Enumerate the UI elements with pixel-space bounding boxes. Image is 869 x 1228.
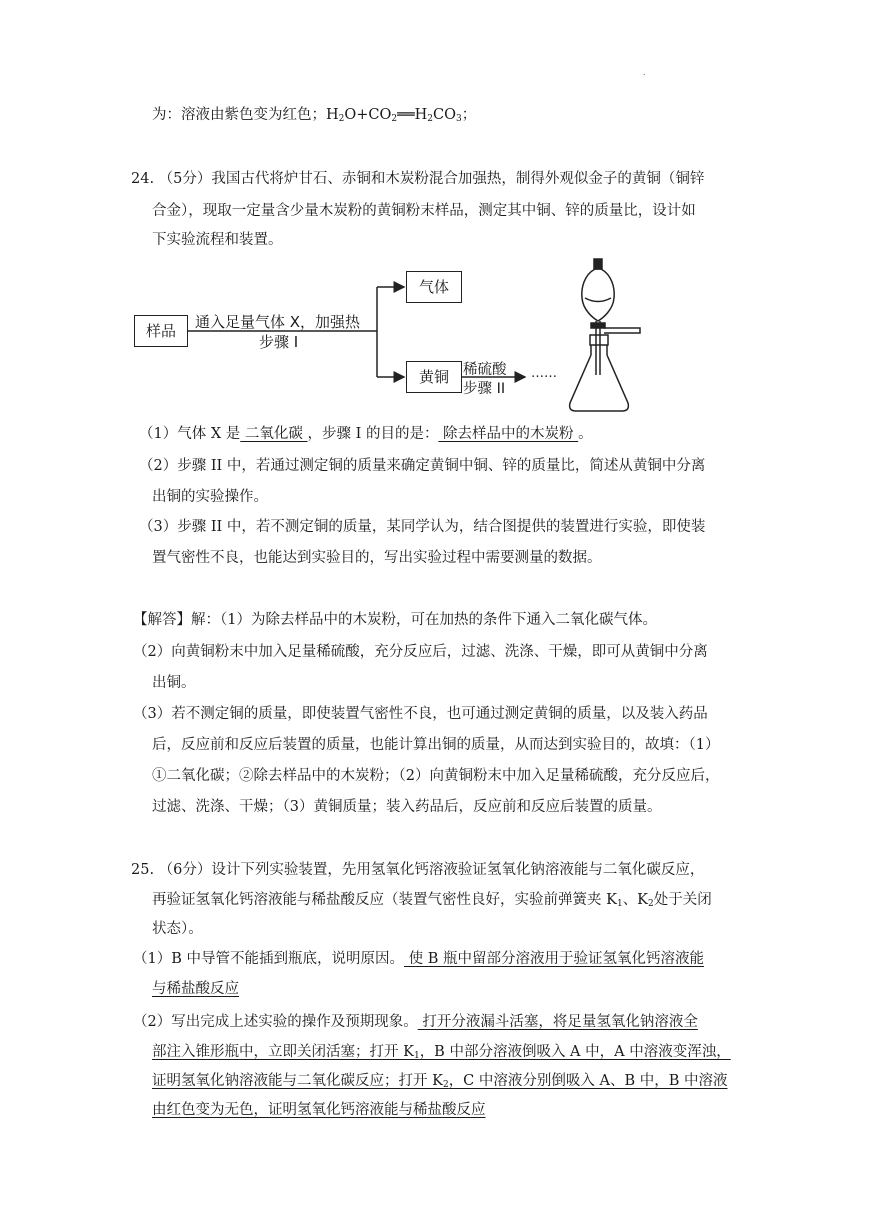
answer-blank: 除去样品中的木炭粉 [438,426,579,442]
q25-part2-line2 [152,1041,731,1067]
text: 处于关闭 [653,892,712,908]
q24-line2: 合金），现取一定量含少量木炭粉的黄铜粉末样品，测定其中铜、锌的质量比，设计如 [152,203,696,219]
q25-part1-line2 [152,978,239,1000]
flow-ellipsis: …… [531,366,557,381]
text: （1）气体 X 是 [139,426,241,442]
text: O+CO [344,107,392,123]
q24-part2-line1: （2）步骤 II 中，若通过测定铜的质量来确定黄铜中铜、锌的质量比，简述从黄铜中分离 [139,458,706,474]
q25-line3: 状态）。 [152,921,203,937]
q24-line1: 24. （5分）我国古代将炉甘石、赤铜和木炭粉混合加强热，制得外观似金子的黄铜（铜锌 [131,171,705,187]
q25-line2 [152,889,712,915]
q25-line1: 25. （6分）设计下列实验装置，先用氢氧化钙溶液验证氢氧化钠溶液能与二氧化碳反应， [131,862,705,878]
answer-blank [152,1073,728,1089]
sample-box: 样品 [134,315,188,347]
answer-blank: 打开分液漏斗活塞，将足量氢氧化钠溶液全 [417,1014,698,1030]
sub: 2 [427,114,433,124]
q24-line3: 下实验流程和装置。 [152,232,283,248]
text: 为：溶液由紫色变为红色；H [152,107,339,123]
step1-label: 步骤 I [259,333,299,351]
ans24-line4: （3）若不测定铜的质量，即使装置气密性不良，也可通过测定黄铜的质量，以及装入药品 [133,706,708,722]
answer-blank: 与稀盐酸反应 [152,981,239,997]
q24-part1 [139,423,593,445]
sub: 2 [648,899,654,909]
q25-part2-line3 [152,1070,728,1096]
text: ，步骤 I 的目的是： [307,426,439,442]
text: 再验证氢氧化钙溶液能与稀盐酸反应（装置气密性良好，实验前弹簧夹 K [152,892,617,908]
sub: 1 [413,1051,420,1061]
ans24-line3: 出铜。 [152,675,196,691]
q24-part2-line2: 出铜的实验操作。 [152,489,268,505]
q24-part3-line2: 置气密性不良，也能达到实验目的，写出实验过程中需要测量的数据。 [152,550,602,566]
text: ，C 中溶液分别倒吸入 A、B 中，B 中溶液 [448,1073,728,1089]
brass-box: 黄铜 [406,361,462,393]
flask-apparatus-illustration [560,255,670,417]
sub: 2 [442,1080,449,1090]
text: （1）B 中导管不能插到瓶底，说明原因。 [133,951,404,967]
step2-label: 步骤 II [463,381,506,397]
q25-part1 [133,948,704,970]
ans24-line6: ①二氧化碳；②除去样品中的木炭粉；（2）向黄铜粉末中加入足量稀硫酸，充分反应后， [152,768,720,784]
text: 证明氢氧化钠溶液能与二氧化碳反应；打开 K [152,1073,443,1089]
text: ； [461,107,477,123]
ans24-line1: 【解答】解：（1）为除去样品中的木炭粉，可在加热的条件下通入二氧化碳气体。 [133,612,657,628]
text: ══H [397,107,428,123]
text: （2）写出完成上述实验的操作及预期现象。 [133,1014,418,1030]
sub: 2 [338,114,345,124]
text: 、K [622,892,649,908]
sub: 2 [391,114,398,124]
ans24-line7: 过滤、洗涤、干燥；（3）黄铜质量；装入药品后，反应前和反应后装置的质量。 [152,799,662,815]
gas-box: 气体 [406,271,462,303]
ans24-line2: （2）向黄铜粉末中加入足量稀硫酸，充分反应后，过滤、洗涤、干燥，即可从黄铜中分离 [133,644,708,660]
answer-blank [152,1044,731,1060]
q25-part2 [133,1011,698,1033]
step1-condition: 通入足量气体 X，加强热 [195,313,361,331]
text: ，B 中部分溶液倒吸入 A 中，A 中溶液变浑浊， [419,1044,731,1060]
page-dot: . [643,68,646,77]
text: 。 [578,426,593,442]
answer-blank: 使 B 瓶中留部分溶液用于验证氢氧化钙溶液能 [404,951,704,967]
step2-reagent: 稀硫酸 [463,362,507,378]
text: CO [433,107,456,123]
answer-blank: 二氧化碳 [240,426,308,442]
text: 部注入锥形瓶中，立即关闭活塞；打开 K [152,1044,414,1060]
answer-blank: 由红色变为无色，证明氢氧化钙溶液能与稀盐酸反应 [152,1102,486,1118]
sub: 1 [616,899,623,909]
q25-part2-line4 [152,1099,486,1121]
flow-arrows [0,0,869,420]
ans24-line5: 后，反应前和反应后装置的质量，也能计算出铜的质量，从而达到实验目的，故填：（1） [152,737,720,753]
q24-part3-line1: （3）步骤 II 中，若不测定铜的质量，某同学认为，结合图提供的装置进行实验，即使装 [139,519,706,535]
sub: 3 [455,114,462,124]
